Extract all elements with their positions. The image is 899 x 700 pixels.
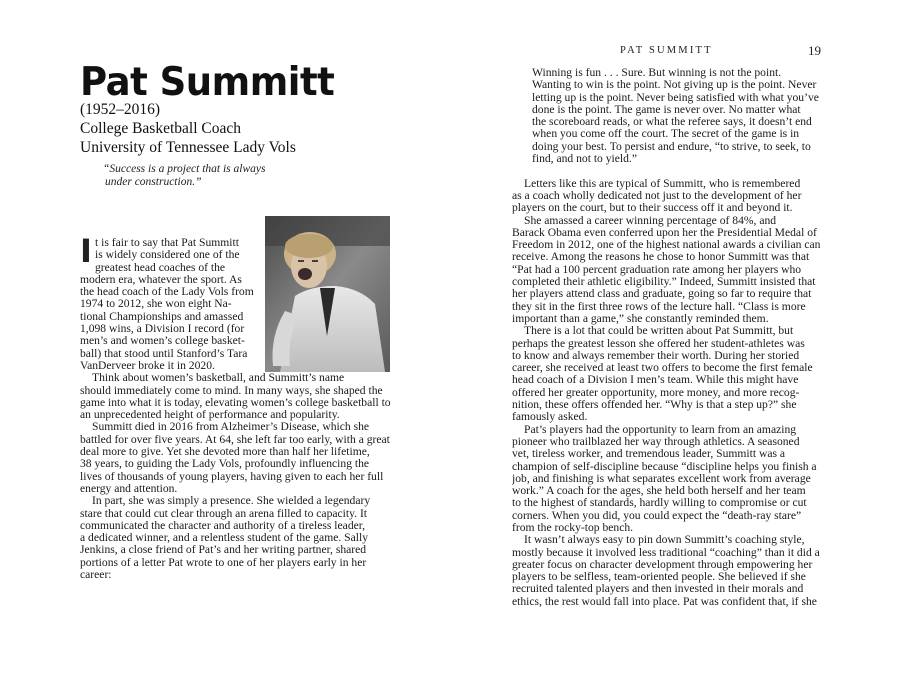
body-line: as a coach wholly dedicated not just to the development of her	[512, 189, 802, 202]
body-line: mostly because it involved less traditional “coaching” than it did a	[512, 546, 820, 559]
body-line: players to be selfless, team-oriented people. She believed if she	[512, 571, 806, 584]
letter-quote	[530, 67, 822, 165]
body-line: game into what it is today, elevating women’s college basketball to	[80, 396, 391, 409]
body-line: players on the court, but to their success off it and beyond it.	[512, 202, 793, 215]
body-line: her players attend class and graduate, going so far to require that	[512, 288, 812, 301]
right-paragraphs	[512, 178, 822, 608]
body-line: There is a lot that could be written about Pat Summitt, but	[524, 325, 794, 338]
body-line: the head coach of the Lady Vols from	[80, 286, 254, 299]
drop-cap: I	[80, 232, 92, 270]
body-line: career, she received at least two offers to become the first female	[512, 362, 813, 375]
body-line: famously asked.	[512, 411, 588, 424]
body-line: VanDerveer broke it in 2020.	[80, 359, 215, 372]
body-line: energy and attention.	[80, 482, 178, 495]
quote-line: under construction.”	[105, 176, 202, 188]
body-line: to the highest of standards, hardly willing to compromise or cut	[512, 497, 807, 510]
quote-line: letting up is the point. Never being satisfied with what you’ve	[532, 91, 819, 104]
body-line: pioneer who trailblazed her way through athletics. A seasoned	[512, 435, 800, 448]
quote-line: the scoreboard reads, or what the referee says, it doesn’t end	[532, 116, 812, 129]
body-line: receive. Among the reasons he chose to honor Summitt was that	[512, 251, 810, 264]
running-head: PAT SUMMITT	[620, 45, 713, 56]
body-line: She amassed a career winning percentage of 84%, and	[524, 214, 777, 227]
body-line: lives of thousands of young players, having given to each her full	[80, 470, 384, 483]
body-line: Think about women’s basketball, and Summitt’s name	[92, 372, 345, 385]
body-line: 1974 to 2012, she won eight Na-	[80, 298, 232, 311]
body-line: communicated the character and authority of a tireless leader,	[80, 519, 366, 532]
body-line: tional Championships and amassed	[80, 310, 244, 323]
body-line: should immediately come to mind. In many ways, she shaped the	[80, 384, 383, 397]
page-number: 19	[808, 43, 821, 58]
body-line: t is fair to say that Pat Summitt	[95, 237, 239, 249]
body-line: a dedicated winner, and a relentless student of the game. Sally	[80, 532, 368, 545]
body-line: ball) that stood until Stanford’s Tara	[80, 347, 248, 360]
body-line: greater focus on character development through empowering her	[512, 558, 813, 571]
body-line: battled for over five years. At 64, she left far too early, with a great	[80, 433, 390, 446]
body-line: 1,098 wins, a Division I record (for	[80, 323, 245, 336]
body-line: Summitt died in 2016 from Alzheimer’s Disease, which she	[92, 421, 370, 434]
body-line: ethics, the rest would fall into place. Pat was confident that, if she	[512, 595, 817, 608]
role-line: College Basketball Coach	[80, 120, 241, 137]
body-line: career:	[80, 569, 112, 582]
body-line: portions of a letter Pat wrote to one of her players early in her	[80, 556, 367, 569]
body-line: recruited talented players and then invested in their morals and	[512, 583, 804, 596]
body-line: Barack Obama even conferred upon her the Presidential Medal of	[512, 226, 817, 239]
body-line: deal more to give. Yet she devoted more than half her lifetime,	[80, 446, 370, 459]
right-body-text	[512, 67, 822, 608]
body-line: men’s and women’s college basket-	[80, 335, 245, 348]
body-line: from the rocky-top bench.	[512, 521, 634, 534]
life-years: (1952–2016)	[80, 101, 161, 118]
body-line: important than a game,” she constantly reminded them.	[512, 312, 769, 325]
body-line: vet, tireless worker, and tremendous leader, Summitt was a	[512, 448, 786, 461]
body-line: “Pat had a 100 percent graduation rate among her players who	[512, 263, 802, 276]
body-line: Pat’s players had the opportunity to learn from an amazing	[524, 423, 797, 436]
body-line: greatest head coaches of the	[95, 261, 226, 274]
quote-line: when you come off the court. The secret of the game is in	[532, 128, 800, 141]
body-line: Letters like this are typical of Summitt, who is remembered	[524, 177, 801, 190]
body-line: stare that could cut clear through an arena filled to capacity. It	[80, 507, 368, 520]
team-line: University of Tennessee Lady Vols	[80, 139, 296, 156]
body-line: nition, these offers offended her. “Why is that a step up?” she	[512, 399, 797, 412]
body-line: Freedom in 2012, one of the highest national awards a civilian can	[512, 239, 821, 252]
body-line: modern era, whatever the sport. As	[80, 273, 242, 286]
body-line: offered her greater opportunity, more money, and more recog-	[512, 386, 800, 399]
body-line: It wasn’t always easy to pin down Summitt’s coaching style,	[524, 534, 805, 547]
body-line: head coach of a Division I men’s team. While this might have	[512, 374, 799, 387]
body-line: completed their athletic eligibility.” Indeed, Summitt insisted that	[512, 276, 816, 289]
body-line: corners. When you did, you could expect the “death-ray stare”	[512, 509, 802, 522]
body-line: champion of self-discipline because “discipline helps you finish a	[512, 460, 817, 473]
paragraph-gap	[530, 165, 822, 177]
body-line: to know and always remember their worth. During her storied	[512, 349, 800, 362]
quote-line: find, and not to yield.”	[532, 153, 637, 166]
quote-line: doing your best. To persist and endure, “to strive, to seek, to	[532, 140, 811, 153]
body-line: is widely considered one of the	[95, 249, 240, 262]
right-page	[450, 0, 899, 700]
body-line: work.” A coach for the ages, she held both herself and her team	[512, 485, 806, 498]
left-body-text	[80, 232, 392, 582]
body-line: 38 years, to guiding the Lady Vols, profoundly influencing the	[80, 458, 370, 471]
body-line: Jenkins, a close friend of Pat’s and her writing partner, shared	[80, 544, 367, 557]
body-line: perhaps the greatest lesson she offered her student-athletes was	[512, 337, 805, 350]
quote-line: Wanting to win is the point. Not giving up is the point. Never	[532, 79, 817, 92]
body-line: In part, she was simply a presence. She wielded a legendary	[92, 495, 371, 508]
quote-line: “Success is a project that is always	[103, 163, 266, 175]
body-line: they sit in the first three rows of the lecture hall. “Class is more	[512, 300, 806, 313]
body-line: an unprecedented height of performance and popularity.	[80, 409, 340, 422]
epigraph-quote	[103, 163, 293, 189]
body-line: job, and finishing is what separates excellent work from average	[512, 472, 811, 485]
quote-line: Winning is fun . . . Sure. But winning is not the point.	[532, 67, 782, 79]
quote-line: done is the point. The game is never over. No matter what	[532, 103, 801, 116]
subheading	[80, 100, 296, 157]
page-title: Pat Summitt	[80, 58, 335, 105]
